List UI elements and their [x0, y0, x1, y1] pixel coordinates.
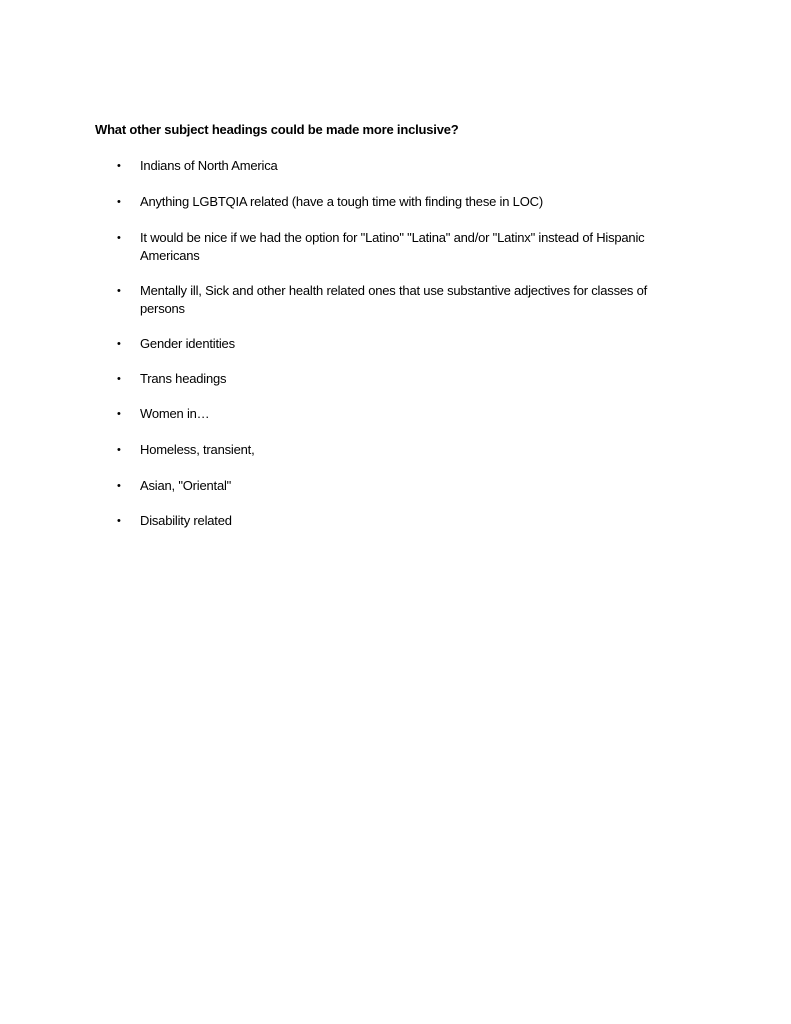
list-item-text: Indians of North America	[140, 158, 278, 173]
list-item-text: Gender identities	[140, 336, 235, 351]
bullet-icon: •	[117, 285, 121, 297]
bullet-icon: •	[117, 232, 121, 244]
bullet-icon: •	[117, 444, 121, 456]
bullet-icon: •	[117, 408, 121, 420]
question-heading: What other subject headings could be made more inclusive?	[95, 122, 459, 137]
bullet-icon: •	[117, 196, 121, 208]
bullet-icon: •	[117, 515, 121, 527]
list-item-text: It would be nice if we had the option for "Latino" "Latina" and/or "Latinx" instead of Hispanic Americans	[140, 230, 645, 263]
list-item-text: Women in…	[140, 406, 210, 421]
bullet-icon: •	[117, 160, 121, 172]
bullet-icon: •	[117, 373, 121, 385]
list-item-text: Mentally ill, Sick and other health related ones that use substantive adjectives for classes of persons	[140, 283, 648, 316]
list-item-text: Asian, "Oriental"	[140, 478, 232, 493]
list-item-text: Disability related	[140, 513, 232, 528]
bullet-icon: •	[117, 480, 121, 492]
bullet-icon: •	[117, 338, 121, 350]
list-item-text: Anything LGBTQIA related (have a tough time with finding these in LOC)	[140, 194, 543, 209]
list-item-text: Trans headings	[140, 371, 227, 386]
list-item-text: Homeless, transient,	[140, 442, 255, 457]
